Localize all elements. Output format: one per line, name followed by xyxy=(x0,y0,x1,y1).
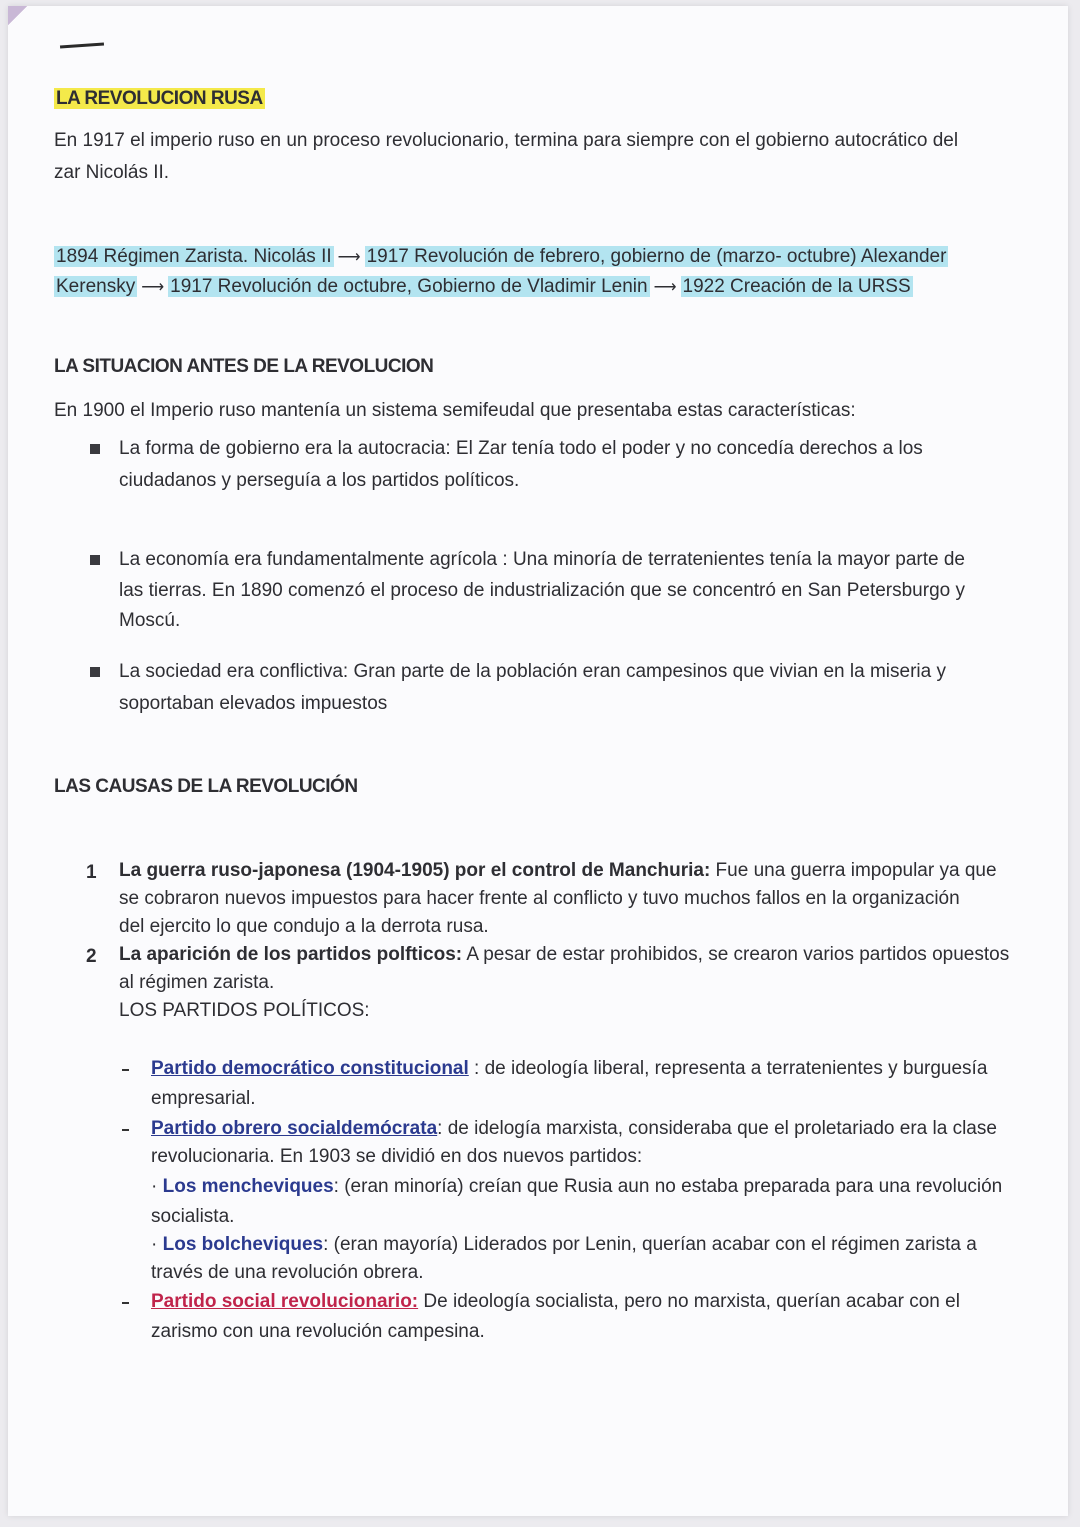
dash-bullet xyxy=(122,1129,129,1131)
arrow-icon: ⟶ xyxy=(653,279,677,296)
dash-bullet xyxy=(122,1302,129,1304)
timeline-line-1 xyxy=(54,242,948,273)
partido-obrero-link[interactable]: Partido obrero socialdemócrata xyxy=(151,1118,438,1139)
partido-1-line-1: Partido democrático constitucional : de ideología liberal, representa a terratenientes y burguesía xyxy=(151,1058,988,1079)
timeline-kerensky: Kerensky xyxy=(56,276,136,297)
arrow-icon: ⟶ xyxy=(337,249,361,266)
causa-2-line-2: al régimen zarista. xyxy=(119,972,275,993)
situacion-intro: En 1900 el Imperio ruso mantenía un sistema semifeudal que presentaba estas características: xyxy=(54,400,856,421)
bullet-1-line-2: ciudadanos y perseguía a los partidos políticos. xyxy=(119,470,520,491)
bolcheviques-line-2: través de una revolución obrera. xyxy=(151,1262,424,1283)
causa-2-line-1: La aparición de los partidos polfticos: A pesar de estar prohibidos, se crearon varios partidos opuestos xyxy=(119,944,1010,965)
bullet-3-line-2: soportaban elevados impuestos xyxy=(119,693,388,714)
section-heading-causas: LAS CAUSAS DE LA REVOLUCIÓN xyxy=(54,776,358,797)
partidos-heading: LOS PARTIDOS POLÍTICOS: xyxy=(119,1000,370,1021)
list-number: 1 xyxy=(86,862,97,883)
partido-3-line-2: zarismo con una revolución campesina. xyxy=(151,1321,485,1342)
dash-bullet xyxy=(122,1069,129,1071)
bullet-2-line-1: La economía era fundamentalmente agrícola : Una minoría de terratenientes tenía la mayor parte de xyxy=(119,549,965,570)
mencheviques-line-1: · Los mencheviques: (eran minoría) creían que Rusia aun no estaba preparada para una revolución xyxy=(151,1176,1003,1197)
bullet-square-icon xyxy=(90,555,100,565)
bolcheviques-line-1: · Los bolcheviques: (eran mayoría) Liderados por Lenin, querían acabar con el régimen zarista a xyxy=(151,1234,977,1255)
causa-1-line-2: se cobraron nuevos impuestos para hacer frente al conflicto y tuvo muchos fallos en la organización xyxy=(119,888,960,909)
bullet-3-line-1: La sociedad era conflictiva: Gran parte de la población eran campesinos que vivian en la miseria y xyxy=(119,661,946,682)
bullet-2-line-2: las tierras. En 1890 comenzó el proceso de industrialización que se concentró en San Petersburgo y xyxy=(119,580,965,601)
intro-line-1: En 1917 el imperio ruso en un proceso revolucionario, termina para siempre con el gobierno autocrático del xyxy=(54,130,959,151)
partido-3-line-1: Partido social revolucionario: De ideología socialista, pero no marxista, querían acabar con el xyxy=(151,1291,960,1312)
section-heading-situacion: LA SITUACION ANTES DE LA REVOLUCION xyxy=(54,356,434,377)
partido-2-line-1: Partido obrero socialdemócrata: de idelogía marxista, consideraba que el proletariado era la clase xyxy=(151,1118,997,1139)
mencheviques-line-2: socialista. xyxy=(151,1206,235,1227)
partido-social-revolucionario-link[interactable]: Partido social revolucionario: xyxy=(151,1291,419,1312)
intro-line-2: zar Nicolás II. xyxy=(54,162,170,183)
partido-democratico-link[interactable]: Partido democrático constitucional xyxy=(151,1058,469,1079)
partido-2-line-2: revolucionaria. En 1903 se dividió en dos nuevos partidos: xyxy=(151,1146,643,1167)
arrow-icon: ⟶ xyxy=(141,279,165,296)
timeline-1922: 1922 Creación de la URSS xyxy=(682,276,911,297)
bullet-square-icon xyxy=(90,444,100,454)
notes-page xyxy=(8,6,1068,1516)
list-number: 2 xyxy=(86,946,97,967)
page-corner-fold xyxy=(8,6,98,76)
bullet-square-icon xyxy=(90,667,100,677)
timeline-1917-feb: 1917 Revolución de febrero, gobierno de (marzo- octubre) Alexander xyxy=(366,246,947,267)
causa-1-line-1: La guerra ruso-japonesa (1904-1905) por el control de Manchuria: Fue una guerra impopular ya que xyxy=(119,860,997,881)
timeline-line-2 xyxy=(54,272,913,303)
timeline-1894: 1894 Régimen Zarista. Nicolás II xyxy=(56,246,332,267)
bullet-2-line-3: Moscú. xyxy=(119,610,181,631)
partido-1-line-2: empresarial. xyxy=(151,1088,256,1109)
causa-1-line-3: del ejercito lo que condujo a la derrota rusa. xyxy=(119,916,489,937)
page-title: LA REVOLUCION RUSA xyxy=(56,88,263,109)
timeline-1917-oct: 1917 Revolución de octubre, Gobierno de Vladimir Lenin xyxy=(170,276,648,297)
bullet-1-line-1: La forma de gobierno era la autocracia: El Zar tenía todo el poder y no concedía derechos a los xyxy=(119,438,923,459)
